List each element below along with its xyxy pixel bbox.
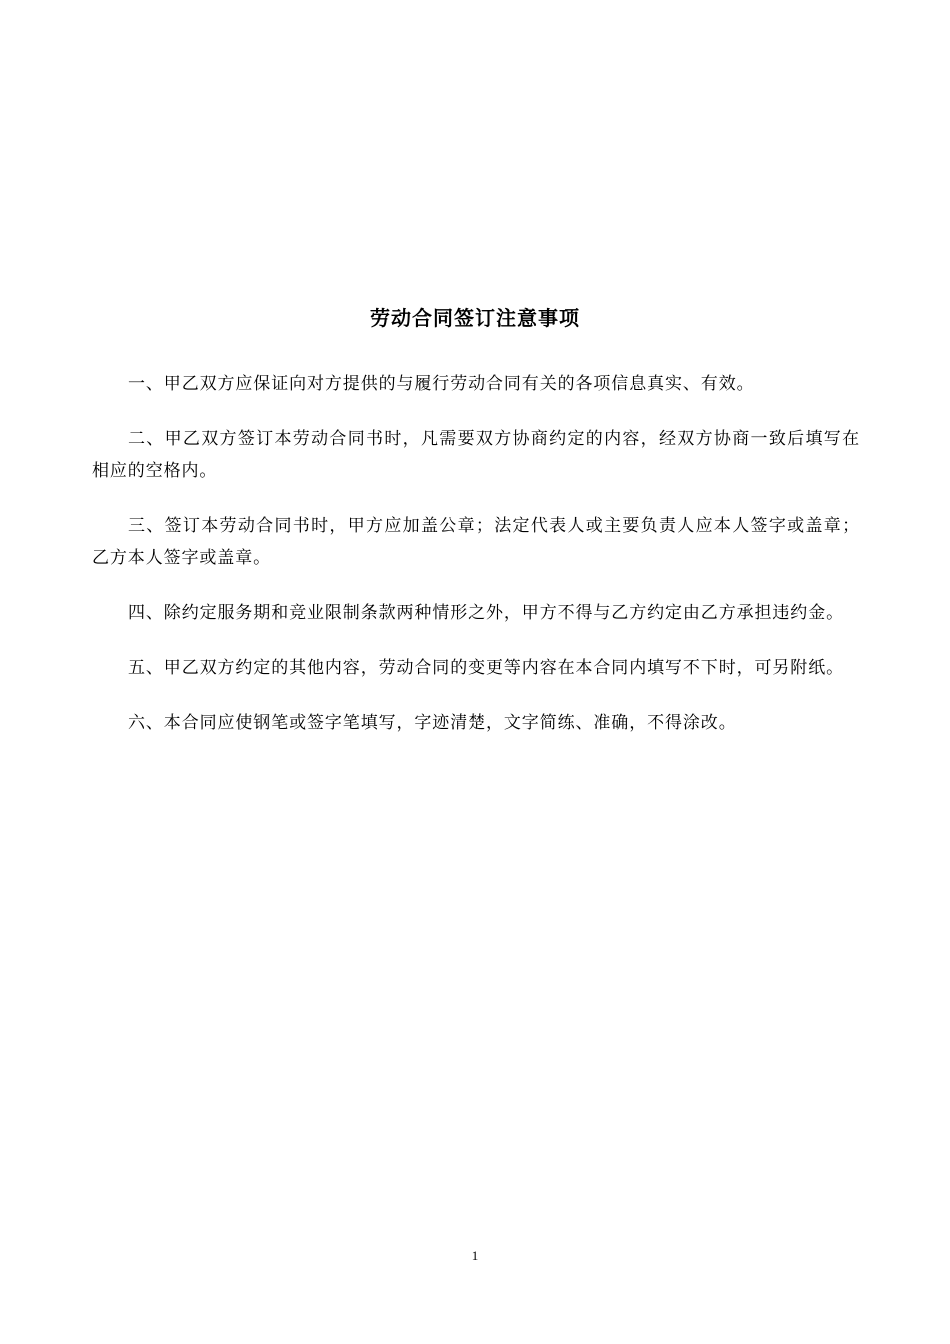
note-paragraph-4: 四、除约定服务期和竞业限制条款两种情形之外，甲方不得与乙方约定由乙方承担违约金。 xyxy=(128,603,844,623)
notes-body xyxy=(92,368,860,762)
document-title: 劳动合同签订注意事项 xyxy=(370,306,580,330)
note-paragraph-5: 五、甲乙双方约定的其他内容，劳动合同的变更等内容在本合同内填写不下时，可另附纸。 xyxy=(128,658,844,678)
note-paragraph-6: 六、本合同应使钢笔或签字笔填写，字迹清楚，文字简练、准确，不得涂改。 xyxy=(128,713,737,733)
note-paragraph-3: 三、签订本劳动合同书时，甲方应加盖公章；法定代表人或主要负责人应本人签字或盖章；乙方本人签字或盖章。 xyxy=(92,516,860,568)
note-paragraph-2: 二、甲乙双方签订本劳动合同书时，凡需要双方协商约定的内容，经双方协商一致后填写在相应的空格内。 xyxy=(92,429,860,481)
note-paragraph-1: 一、甲乙双方应保证向对方提供的与履行劳动合同有关的各项信息真实、有效。 xyxy=(128,374,755,394)
page-number: 1 xyxy=(471,1248,479,1263)
